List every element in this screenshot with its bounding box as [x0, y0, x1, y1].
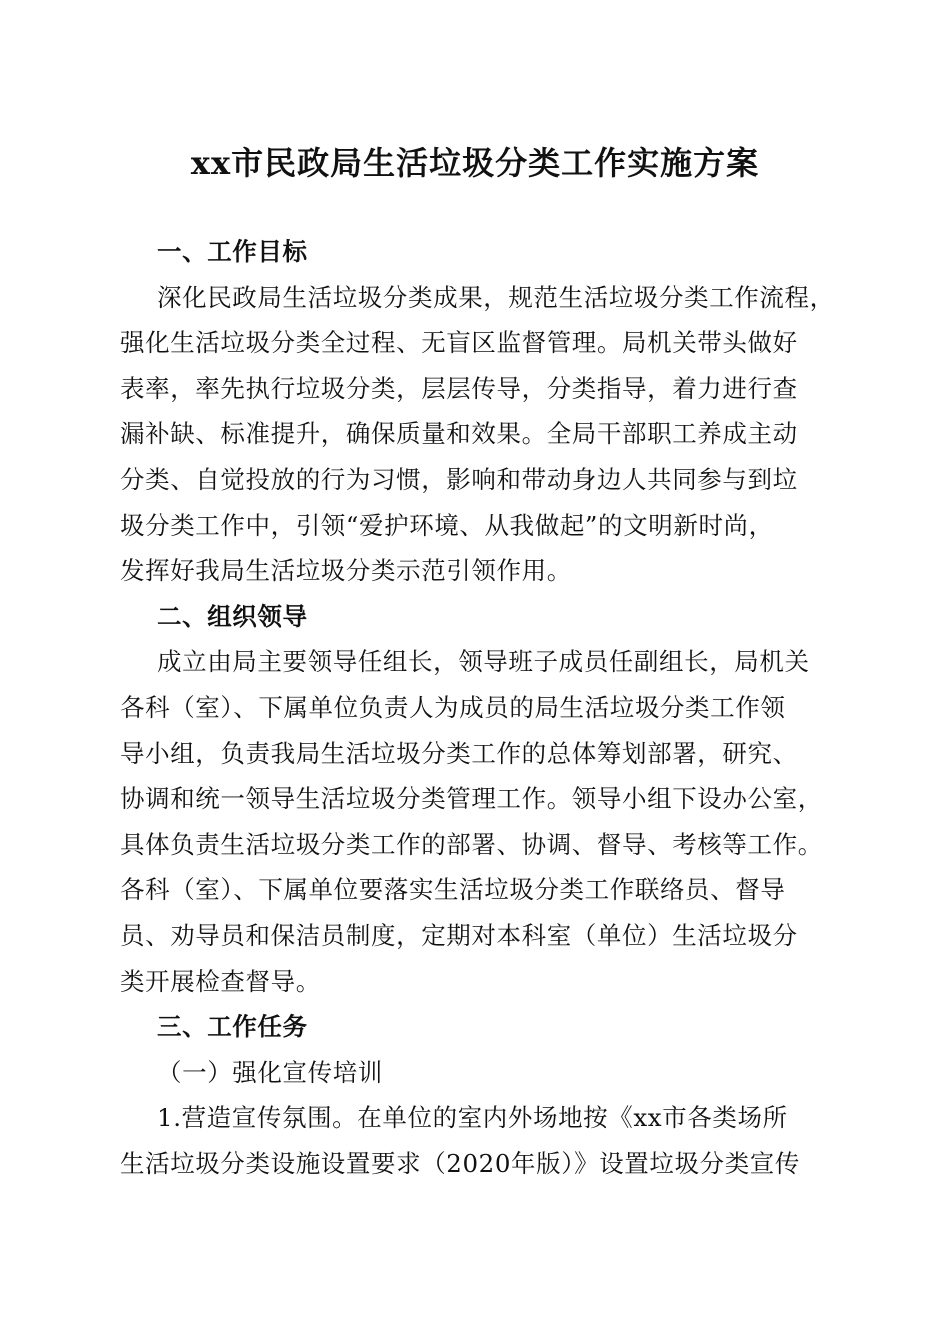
section-heading: 一、工作目标 [157, 237, 308, 266]
paragraph-line: 导小组，负责我局生活垃圾分类工作的总体筹划部署，研究、 [120, 738, 798, 768]
paragraph-line: 具体负责生活垃圾分类工作的部署、协调、督导、考核等工作。 [120, 829, 823, 859]
paragraph-line: 类开展检查督导。 [120, 966, 321, 996]
paragraph-line: 各科（室）、下属单位要落实生活垃圾分类工作联络员、督导 [120, 875, 786, 905]
paragraph-line: 各科（室）、下属单位负责人为成员的局生活垃圾分类工作领 [120, 692, 786, 722]
paragraph-line: 生活垃圾分类设施设置要求（2020年版）》设置垃圾分类宣传 [120, 1148, 800, 1178]
paragraph-line: 深化民政局生活垃圾分类成果，规范生活垃圾分类工作流程， [157, 282, 835, 312]
paragraph-line: 圾分类工作中，引领“爱护环境、从我做起”的文明新时尚， [120, 510, 774, 540]
paragraph-line: 分类、自觉投放的行为习惯，影响和带动身边人共同参与到垃 [120, 464, 798, 494]
document-title: xx市民政局生活垃圾分类工作实施方案 [190, 144, 760, 182]
paragraph-line: 强化生活垃圾分类全过程、无盲区监督管理。局机关带头做好 [120, 328, 798, 358]
section-heading: 三、工作任务 [157, 1012, 308, 1042]
paragraph-line: 成立由局主要领导任组长，领导班子成员任副组长，局机关 [157, 647, 810, 677]
paragraph-line: 表率，率先执行垃圾分类，层层传导，分类指导，着力进行查 [120, 373, 798, 403]
document-body [120, 229, 835, 1186]
paragraph-line: 1.营造宣传氛围。在单位的室内外场地按《xx市各类场所 [157, 1103, 788, 1133]
paragraph-line: 员、劝导员和保洁员制度，定期对本科室（单位）生活垃圾分 [120, 920, 798, 950]
paragraph-line: 漏补缺、标准提升，确保质量和效果。全局干部职工养成主动 [120, 419, 798, 449]
section-heading: 二、组织领导 [157, 601, 308, 631]
paragraph-line: 协调和统一领导生活垃圾分类管理工作。领导小组下设办公室， [120, 784, 823, 814]
subsection-heading: （一）强化宣传培训 [157, 1057, 383, 1087]
paragraph-line: 发挥好我局生活垃圾分类示范引领作用。 [120, 556, 572, 586]
